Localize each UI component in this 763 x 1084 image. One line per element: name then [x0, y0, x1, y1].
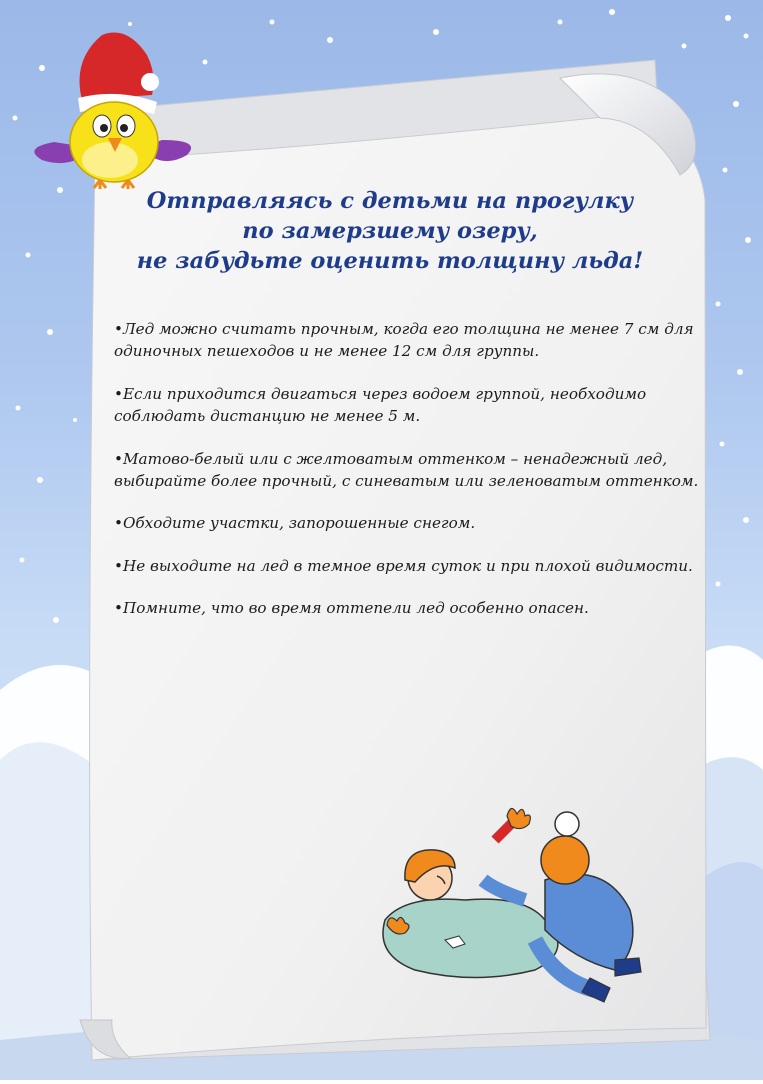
tip-item-thaw: •Помните, что во время оттепели лед особенно опасен. [114, 599, 589, 618]
title-line-1: Отправляясь с детьми на прогулку [146, 188, 634, 214]
page-title [110, 186, 670, 276]
tip-item-darkness: •Не выходите на лед в темное время суток и при плохой видимости. [114, 556, 693, 575]
tip-item-group-distance: •Если приходится двигаться через водоем группой, необходимо соблюдать дистанцию не менее 5 м. [114, 384, 647, 426]
ice-rescue-illustration-icon [375, 800, 665, 1020]
safety-tips-list [114, 318, 704, 640]
bird-santa-hat-icon [32, 20, 192, 195]
title-line-2: по замерзшему озеру, [242, 218, 538, 244]
title-line-3: не забудьте оценить толщину льда! [136, 248, 644, 274]
tip-item-snow-areas: •Обходите участки, запорошенные снегом. [114, 514, 476, 533]
tip-item-ice-color: •Матово-белый или с желтоватым оттенком – ненадежный лед, выбирайте более прочный, с синеватым или зеленоватым оттенком. [114, 449, 699, 491]
tip-item-ice-thickness: •Лед можно считать прочным, когда его толщина не менее 7 см для одиночных пешеходов и не менее 12 см для группы. [114, 320, 694, 361]
